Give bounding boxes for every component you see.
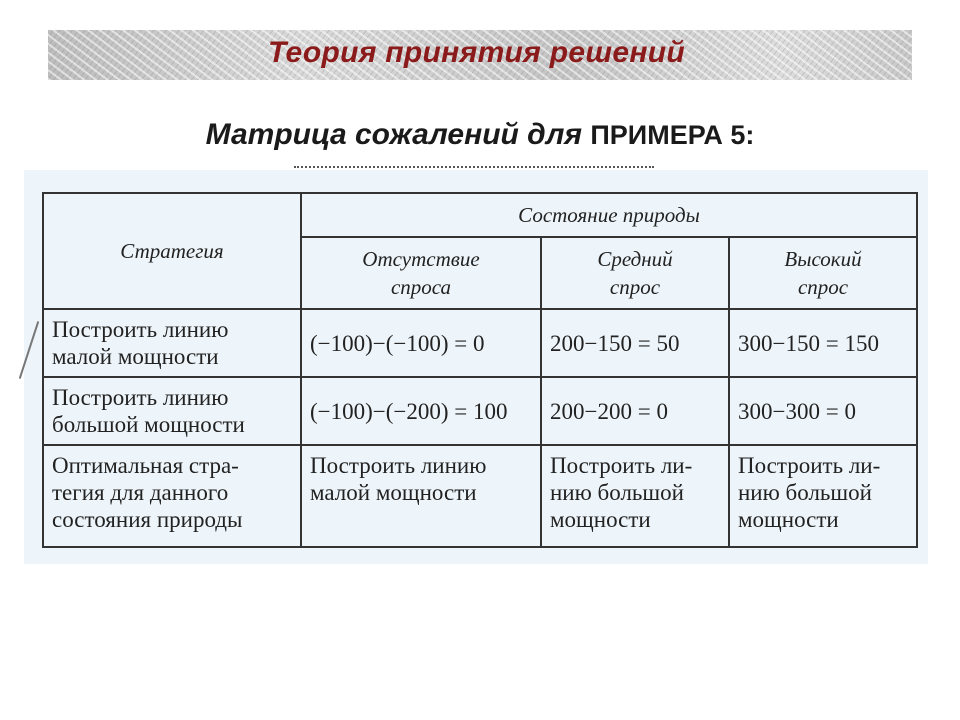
- cell-line: Построить ли-: [738, 453, 881, 478]
- table-header-row: [43, 193, 917, 237]
- optimal-high-demand: [729, 445, 917, 547]
- regret-matrix-table: [42, 192, 918, 548]
- column-header-line: Отсутствие: [362, 247, 480, 271]
- regret-cell: 300−150 = 150: [729, 309, 917, 377]
- row-label-line: тегия для данного: [52, 480, 229, 505]
- cell-line: Построить ли-: [550, 453, 693, 478]
- title-banner: [48, 30, 912, 80]
- scan-artifact: [294, 166, 654, 176]
- column-header-line: Средний: [597, 247, 673, 271]
- regret-cell: 200−200 = 0: [541, 377, 729, 445]
- column-header-line: спроса: [390, 275, 452, 299]
- column-header-line: Высокий: [784, 247, 862, 271]
- optimal-no-demand: [301, 445, 541, 547]
- cell-line: мощности: [550, 507, 651, 532]
- state-of-nature-header: Состояние природы: [301, 193, 917, 237]
- table-row: [43, 377, 917, 445]
- table-row: [43, 309, 917, 377]
- column-header-line: спрос: [797, 275, 849, 299]
- strategy-header: Стратегия: [43, 193, 301, 309]
- regret-cell: (−100)−(−200) = 100: [301, 377, 541, 445]
- row-strategy-large-line: [43, 377, 301, 445]
- subtitle-example: ПРИМЕРА 5:: [590, 120, 755, 150]
- optimal-strategy-row: [43, 445, 917, 547]
- slide-subtitle: [0, 118, 960, 152]
- column-header-medium-demand: [541, 237, 729, 309]
- cell-line: мощности: [738, 507, 839, 532]
- row-strategy-small-line: [43, 309, 301, 377]
- regret-cell: 200−150 = 50: [541, 309, 729, 377]
- slide-title: Теория принятия решений: [268, 36, 686, 69]
- column-header-high-demand: [729, 237, 917, 309]
- column-header-line: спрос: [609, 275, 661, 299]
- optimal-medium-demand: [541, 445, 729, 547]
- regret-cell: 300−300 = 0: [729, 377, 917, 445]
- cell-line: Построить линию: [310, 453, 487, 478]
- row-label-line: большой мощности: [52, 412, 245, 437]
- row-label-line: Построить линию: [52, 385, 229, 410]
- row-label-line: Оптимальная стра-: [52, 453, 239, 478]
- cell-line: нию большой: [550, 480, 684, 505]
- row-label-line: состояния природы: [52, 507, 243, 532]
- cell-line: малой мощности: [310, 480, 477, 505]
- subtitle-main: Матрица сожалений для: [205, 118, 583, 151]
- cell-line: нию большой: [738, 480, 872, 505]
- column-header-no-demand: [301, 237, 541, 309]
- row-label-line: Построить линию: [52, 317, 229, 342]
- regret-cell: (−100)−(−100) = 0: [301, 309, 541, 377]
- optimal-strategy-label: [43, 445, 301, 547]
- row-label-line: малой мощности: [52, 344, 219, 369]
